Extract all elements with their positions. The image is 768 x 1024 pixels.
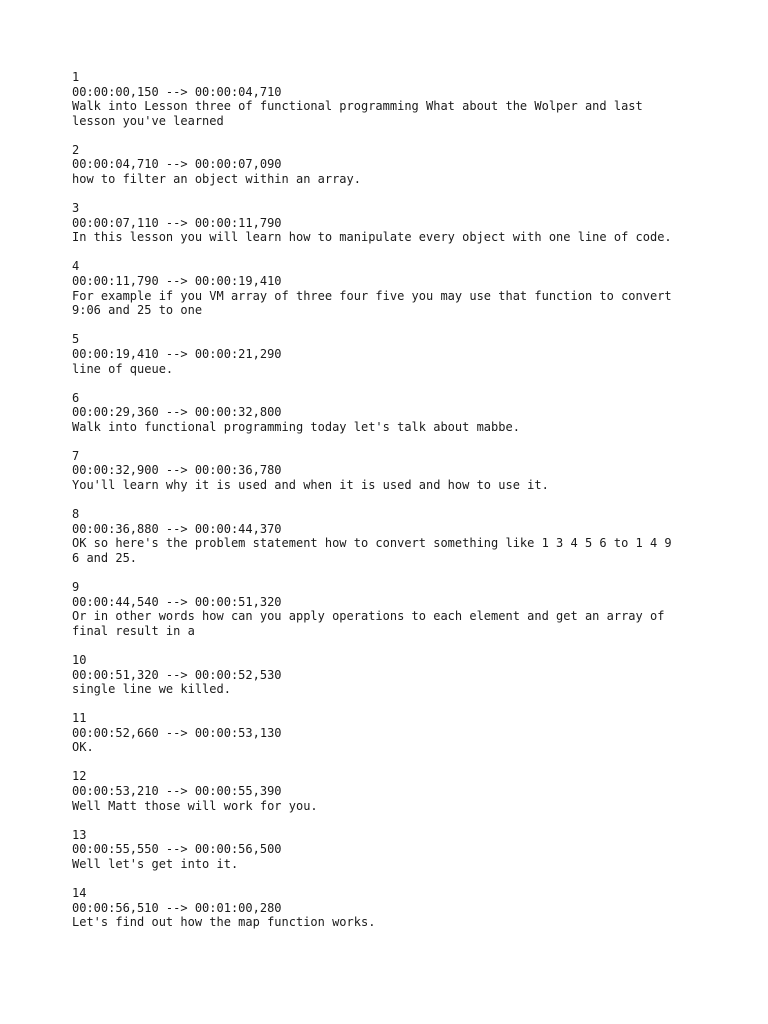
cue-index: 5: [72, 332, 80, 347]
subtitle-cue: [72, 201, 712, 245]
cue-text: line of queue.: [72, 361, 174, 376]
cue-timing: 00:00:00,150 --> 00:00:04,710: [72, 84, 282, 99]
cue-index: 12: [72, 769, 87, 784]
cue-timing: 00:00:07,110 --> 00:00:11,790: [72, 215, 282, 230]
cue-index: 8: [72, 507, 80, 522]
cue-text: Walk into Lesson three of functional programming What about the Wolper and last lesson you've learned: [72, 99, 643, 128]
cue-index: 2: [72, 142, 80, 157]
cue-index: 11: [72, 711, 87, 726]
cue-text: Let's find out how the map function works.: [72, 915, 376, 930]
subtitle-cue: [72, 769, 712, 813]
subtitle-cue: [72, 828, 712, 872]
cue-index: 6: [72, 390, 80, 405]
cue-timing: 00:00:51,320 --> 00:00:52,530: [72, 667, 282, 682]
subtitle-cue: [72, 580, 712, 638]
cue-text: OK.: [72, 740, 94, 755]
subtitle-cue: [72, 70, 712, 128]
cue-text: how to filter an object within an array.: [72, 172, 361, 187]
cue-text: Well let's get into it.: [72, 856, 239, 871]
cue-timing: 00:00:11,790 --> 00:00:19,410: [72, 274, 282, 289]
subtitle-cue: [72, 143, 712, 187]
subtitle-cue: [72, 653, 712, 697]
cue-timing: 00:00:19,410 --> 00:00:21,290: [72, 346, 282, 361]
subtitle-cue: [72, 711, 712, 755]
subtitle-cue: [72, 886, 712, 930]
subtitle-cue: [72, 507, 712, 565]
cue-text: single line we killed.: [72, 682, 231, 697]
cue-timing: 00:00:04,710 --> 00:00:07,090: [72, 157, 282, 172]
cue-index: 7: [72, 448, 80, 463]
cue-timing: 00:00:36,880 --> 00:00:44,370: [72, 521, 282, 536]
cue-index: 3: [72, 201, 80, 216]
cue-text: OK so here's the problem statement how to convert something like 1 3 4 5 6 to 1 4 9 6 and 25.: [72, 536, 672, 565]
cue-text: In this lesson you will learn how to manipulate every object with one line of code.: [72, 230, 672, 245]
cue-timing: 00:00:29,360 --> 00:00:32,800: [72, 405, 282, 420]
cue-text: You'll learn why it is used and when it is used and how to use it.: [72, 478, 549, 493]
cue-timing: 00:00:52,660 --> 00:00:53,130: [72, 725, 282, 740]
subtitle-cue: [72, 332, 712, 376]
cue-text: Well Matt those will work for you.: [72, 798, 318, 813]
subtitle-cue: [72, 449, 712, 493]
cue-index: 10: [72, 652, 87, 667]
cue-index: 9: [72, 580, 80, 595]
cue-timing: 00:00:32,900 --> 00:00:36,780: [72, 463, 282, 478]
cue-index: 4: [72, 259, 80, 274]
subtitle-document: [72, 70, 712, 944]
cue-timing: 00:00:53,210 --> 00:00:55,390: [72, 784, 282, 799]
cue-timing: 00:00:56,510 --> 00:01:00,280: [72, 900, 282, 915]
cue-timing: 00:00:55,550 --> 00:00:56,500: [72, 842, 282, 857]
cue-text: Or in other words how can you apply operations to each element and get an array of final result in a: [72, 609, 665, 638]
cue-index: 1: [72, 70, 80, 84]
cue-timing: 00:00:44,540 --> 00:00:51,320: [72, 594, 282, 609]
cue-index: 13: [72, 827, 87, 842]
cue-text: For example if you VM array of three four five you may use that function to convert 9:06 and 25 to one: [72, 288, 672, 318]
cue-index: 14: [72, 886, 87, 901]
cue-text: Walk into functional programming today let's talk about mabbe.: [72, 419, 520, 434]
subtitle-cue: [72, 391, 712, 435]
subtitle-cue: [72, 259, 712, 317]
